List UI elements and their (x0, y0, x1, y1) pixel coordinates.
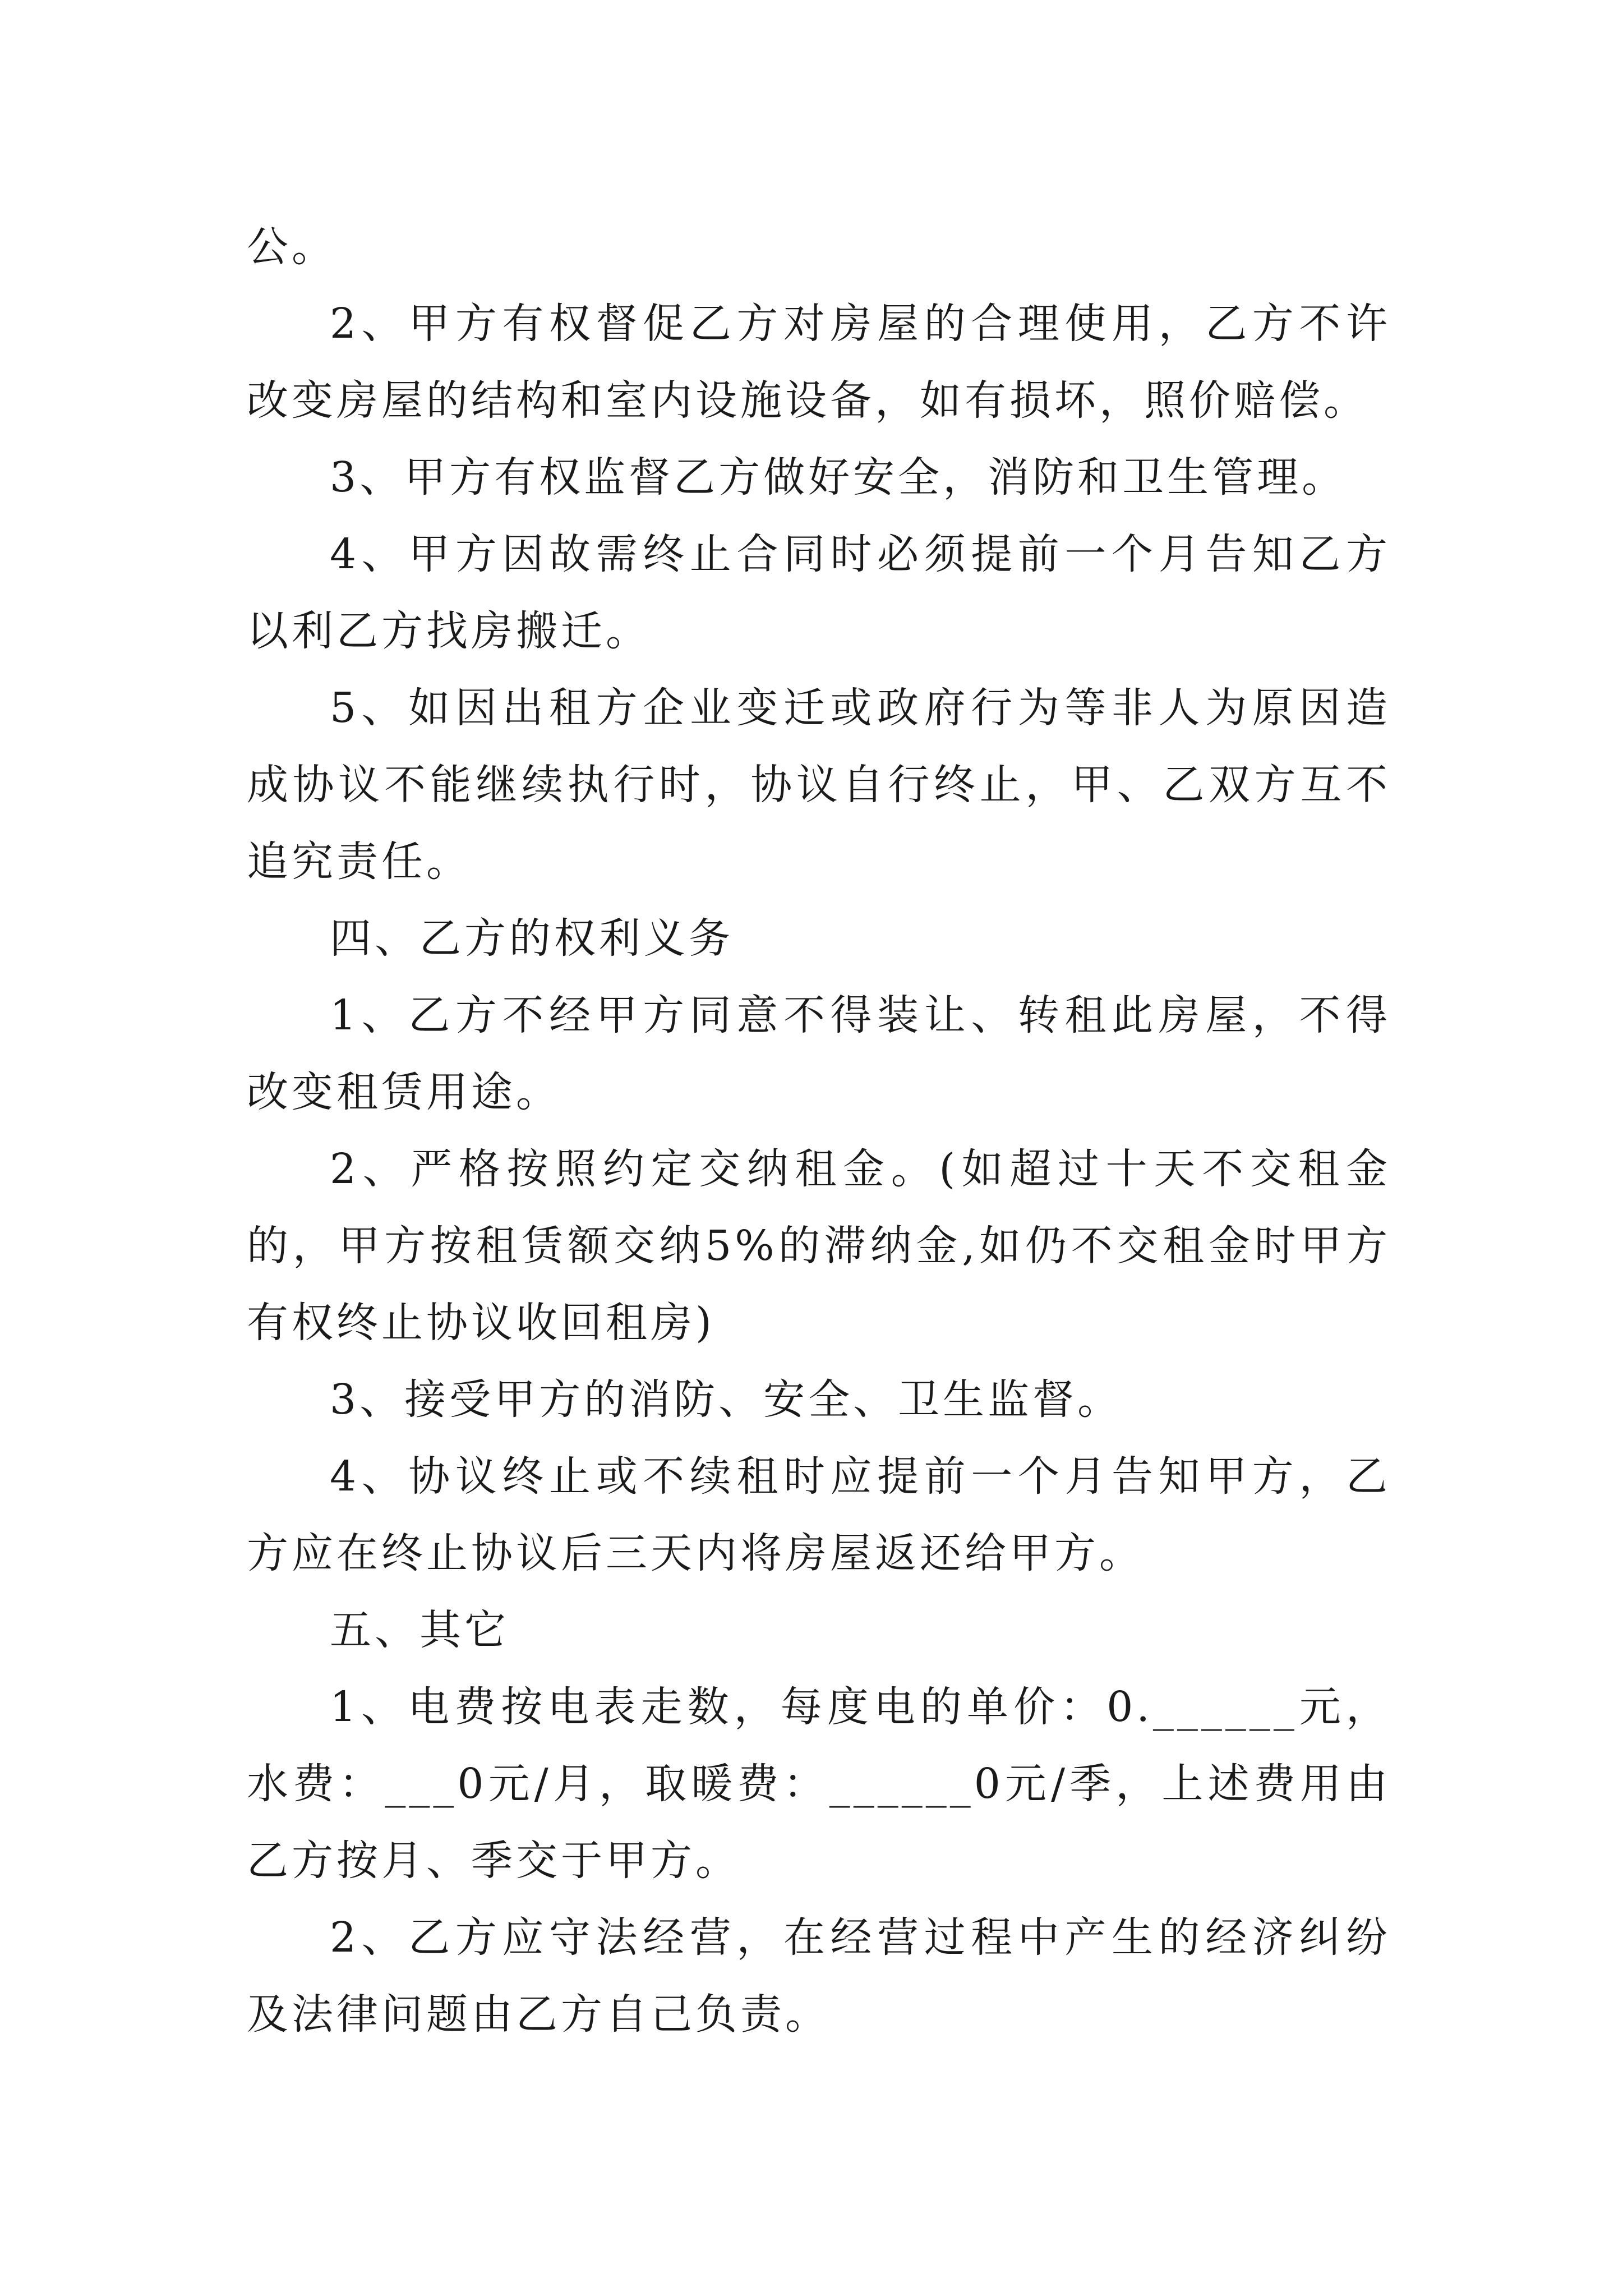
paragraph-3: 3、甲方有权监督乙方做好安全，消防和卫生管理。 (330, 453, 1347, 501)
section-heading-5: 五、其它 (330, 1606, 509, 1654)
paragraph-5: 5、如因出租方企业变迁或政府行为等非人为原因造成协议不能继续执行时，协议自行终止，甲、乙双方互不追究责任。 (247, 684, 1391, 886)
section-heading-4: 四、乙方的权利义务 (330, 914, 734, 963)
paragraph-9: 4、协议终止或不续租时应提前一个月告知甲方，乙方应在终止协议后三天内将房屋返还给甲方。 (247, 1452, 1391, 1577)
paragraph-11: 2、乙方应守法经营，在经营过程中产生的经济纠纷及法律问题由乙方自己负责。 (247, 1913, 1391, 2039)
paragraph-4: 4、甲方因故需终止合同时必须提前一个月告知乙方以利乙方找房搬迁。 (247, 530, 1391, 655)
paragraph-2: 2、甲方有权督促乙方对房屋的合理使用，乙方不许改变房屋的结构和室内设施设备，如有损坏，照价赔偿。 (247, 300, 1391, 425)
paragraph-7: 2、严格按照约定交纳租金。(如超过十天不交租金的，甲方按租赁额交纳5%的滞纳金,如仍不交租金时甲方有权终止协议收回租房) (247, 1145, 1391, 1347)
paragraph-6: 1、乙方不经甲方同意不得装让、转租此房屋，不得改变租赁用途。 (247, 991, 1391, 1116)
paragraph-8: 3、接受甲方的消防、安全、卫生监督。 (330, 1375, 1123, 1424)
paragraph-1: 公。 (247, 223, 336, 271)
paragraph-10: 1、电费按电表走数，每度电的单价：0.______元，水费：___0元/月，取暖费：______0元/季，上述费用由乙方按月、季交于甲方。 (247, 1683, 1391, 1885)
document-body (247, 209, 1391, 2053)
